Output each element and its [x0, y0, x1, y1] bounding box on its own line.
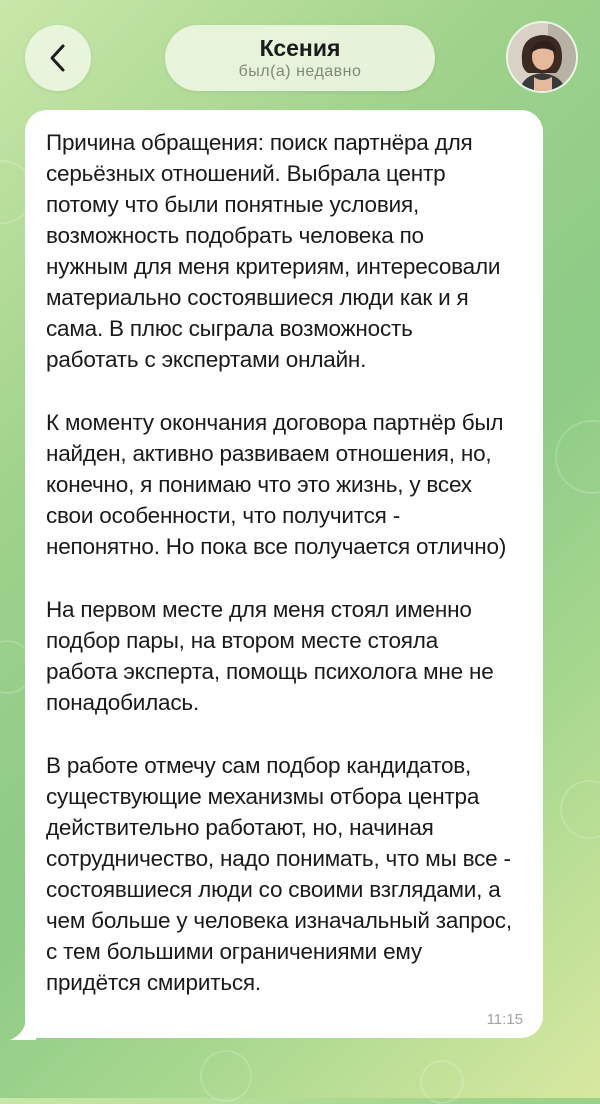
chat-header — [0, 0, 600, 108]
contact-status: был(а) недавно — [238, 63, 362, 80]
background-doodle — [560, 780, 600, 839]
contact-name: Ксения — [259, 35, 341, 61]
chevron-left-icon — [47, 43, 69, 73]
message-paragraph: В работе отмечу сам подбор кандидатов, существующие механизмы отбора центра действительно работают, но, начиная сотрудничество, надо понимать, что мы все - состоявшиеся люди со своими взглядами, а чем больше у человека изначальный запрос, с тем большими ограничениями ему придётся смириться. — [46, 753, 512, 995]
message-bubble[interactable] — [25, 110, 543, 1038]
user-avatar-photo — [508, 23, 576, 91]
background-doodle — [200, 1050, 252, 1102]
message-time: 11:15 — [486, 1011, 523, 1028]
background-doodle — [420, 1060, 464, 1104]
back-button[interactable] — [25, 25, 91, 91]
background-doodle — [555, 420, 600, 494]
avatar[interactable] — [508, 23, 576, 91]
message-paragraph: К моменту окончания договора партнёр был найден, активно развиваем отношения, но, конечно, я понимаю что это жизнь, у всех свои особенности, что получится - непонятно. Но пока все получается отлично) — [46, 410, 507, 559]
contact-info[interactable] — [165, 25, 435, 91]
message-paragraph: Причина обращения: поиск партнёра для серьёзных отношений. Выбрала центр потому что были понятные условия, возможность подобрать человека по нужным для меня критериям, интересовали материально состоявшиеся люди как и я сама. В плюс сыграла возможность работать с экспертами онлайн. — [46, 130, 501, 372]
message-paragraph: На первом месте для меня стоял именно подбор пары, на втором месте стояла работа эксперта, помощь психолога мне не понадобилась. — [46, 597, 494, 715]
